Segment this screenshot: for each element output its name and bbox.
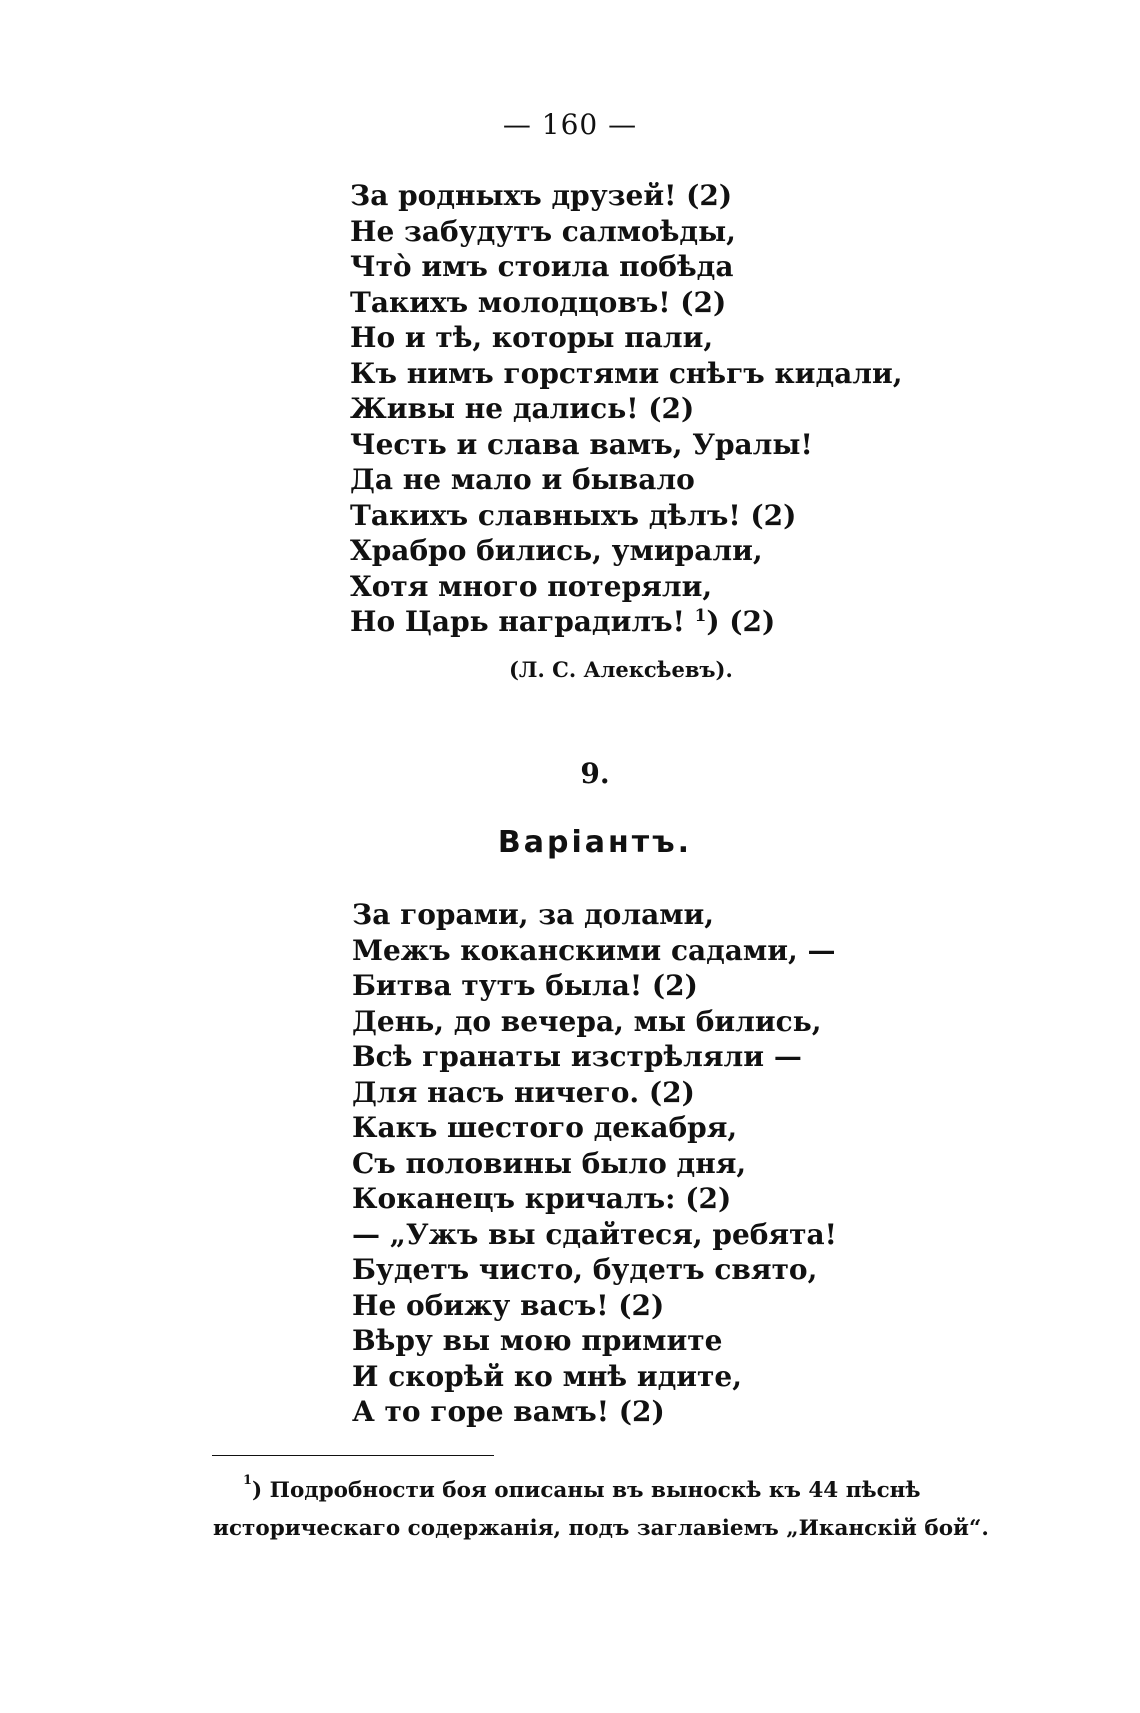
verse-continued [350,178,903,640]
verse-line: А то горе вамъ! (2) [352,1395,665,1428]
verse-line-text: Но Царь наградилъ! [350,605,695,638]
verse-line: Такихъ славныхъ дѣлъ! (2) [350,498,797,532]
verse-line: Для насъ ничего. (2) [352,1075,695,1109]
verse-line: За родныхъ друзей! (2) [350,179,733,212]
verse-line: Съ половины было дня, [352,1146,747,1180]
footnote-reference: 1 [694,605,707,625]
verse-line: Будетъ чисто, будетъ свято, [352,1253,818,1286]
verse-line-end: ) (2) [706,605,776,638]
verse-line-with-footnote [350,604,903,640]
verse-line: Да не мало и бывало [350,463,695,496]
verse-variant [352,897,837,1430]
verse-line: Коканецъ кричалъ: (2) [352,1182,732,1215]
verse-line: Вѣру вы мою примите [352,1324,723,1357]
verse-line: Не обижу васъ! (2) [352,1288,665,1322]
verse-line: Битва тутъ была! (2) [352,969,698,1002]
verse-line: За горами, за долами, [352,898,715,931]
verse-line: Честь и слава вамъ, Уралы! [350,427,813,461]
verse-line: Какъ шестого декабря, [352,1111,738,1144]
section-title: Варіантъ. [497,825,693,860]
verse-line: Такихъ молодцовъ! (2) [350,285,727,319]
verse-line: Но и тѣ, которы пали, [350,321,714,354]
song-number: 9. [580,757,610,790]
verse-line: Къ нимъ горстями снѣгъ кидали, [350,356,903,390]
verse-line: И скорѣй ко мнѣ идите, [352,1359,742,1393]
verse-line: День, до вечера, мы бились, [352,1004,822,1038]
footnote-divider [212,1455,494,1456]
verse-line: Хотя много потеряли, [350,569,713,603]
verse-line: Что̀ имъ стоила побѣда [350,250,734,283]
page-number: — 160 — [502,108,638,141]
verse-line: Храбро бились, умирали, [350,534,763,567]
verse-line: Межъ коканскими садами, — [352,933,836,967]
author-attribution: (Л. С. Алексѣевъ). [509,657,733,682]
verse-line: Не забудутъ салмоѣды, [350,214,736,248]
footnote-marker: 1 [243,1473,252,1488]
footnote-text: ) Подробности боя описаны въ выноскѣ къ 44 пѣснѣ историческаго содержанія, подъ заглавіемъ „Иканскій бой“. [213,1478,989,1541]
verse-line: Живы не дались! (2) [350,392,695,425]
verse-line: — „Ужъ вы сдайтеся, ребята! [352,1217,837,1251]
verse-line: Всѣ гранаты изстрѣляли — [352,1040,802,1073]
footnote [213,1472,1043,1548]
